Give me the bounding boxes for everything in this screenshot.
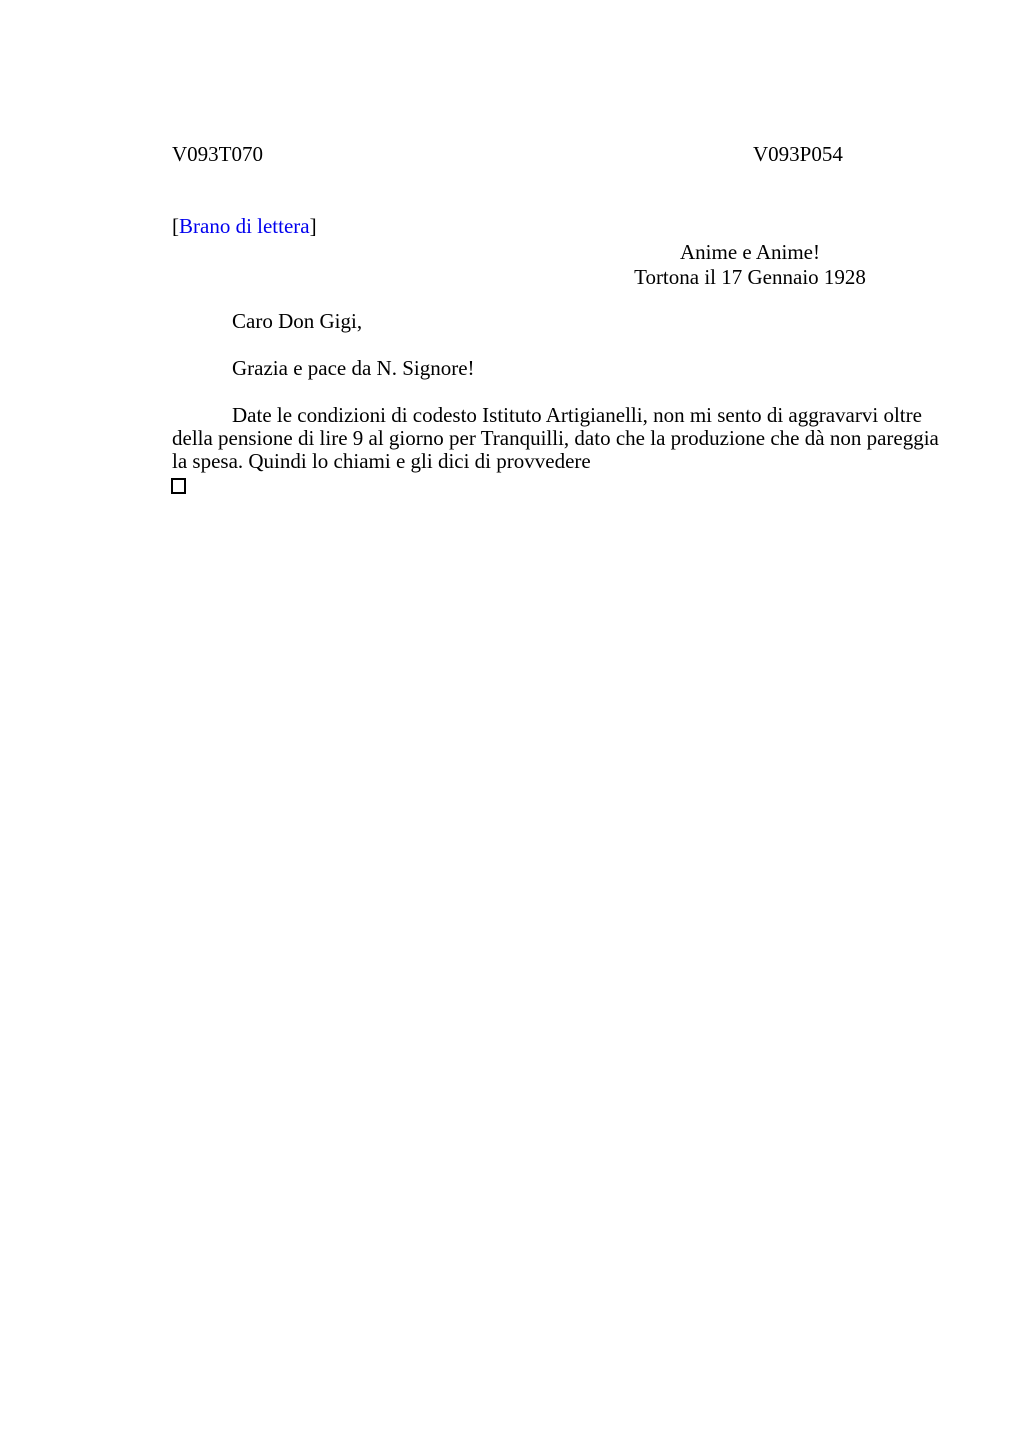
letterhead-dateline: Tortona il 17 Gennaio 1928 bbox=[634, 265, 866, 289]
document-code-right: V093P054 bbox=[753, 142, 843, 166]
letter-body-paragraph bbox=[172, 404, 962, 473]
letter-greeting: Grazia e pace da N. Signore! bbox=[232, 356, 475, 380]
letterhead-block bbox=[538, 240, 962, 290]
open-bracket: [ bbox=[172, 214, 179, 238]
document-code-left: V093T070 bbox=[172, 142, 263, 166]
body-line: la spesa. Quindi lo chiami e gli dici di provvedere bbox=[172, 449, 591, 473]
bracketed-link-line bbox=[172, 215, 317, 238]
brano-di-lettera-link[interactable]: Brano di lettera bbox=[179, 214, 310, 238]
letterhead-motto: Anime e Anime! bbox=[680, 240, 820, 264]
body-line: della pensione di lire 9 al giorno per Tranquilli, dato che la produzione che dà non pareggia bbox=[172, 426, 939, 450]
close-bracket: ] bbox=[309, 214, 317, 238]
letter-salutation: Caro Don Gigi, bbox=[232, 309, 363, 333]
empty-box-glyph-icon bbox=[171, 478, 186, 494]
body-line: Date le condizioni di codesto Istituto Artigianelli, non mi sento di aggravarvi oltre bbox=[232, 403, 922, 427]
